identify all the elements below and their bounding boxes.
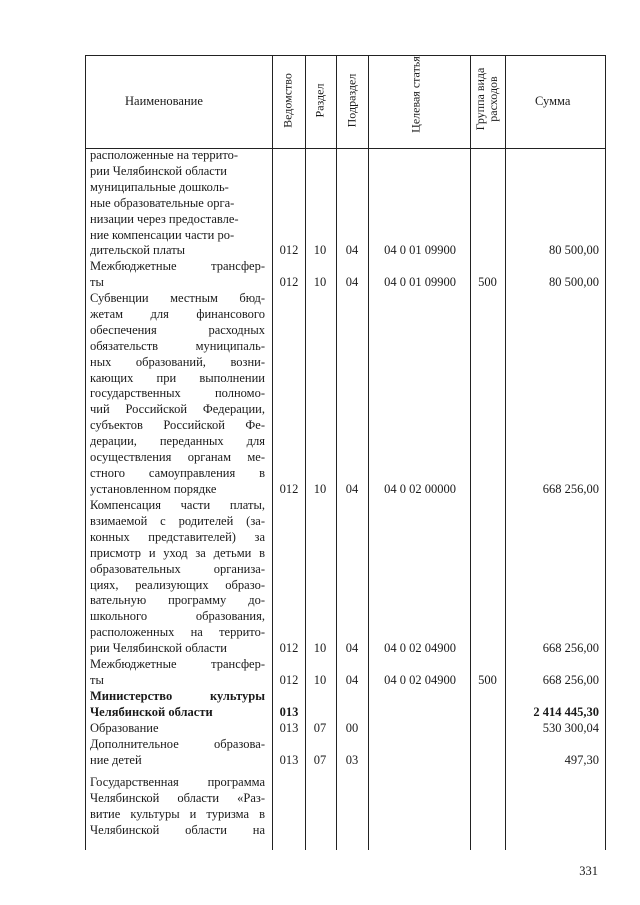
row-summa: 668 256,00 [542, 641, 599, 655]
row-ved: 012 [279, 482, 299, 496]
row-celevaya: 04 0 01 09900 [384, 243, 456, 257]
row-summa: 80 500,00 [549, 243, 599, 257]
row-summa: 668 256,00 [542, 482, 599, 496]
row-podrazdel: 04 [345, 673, 359, 687]
row-podrazdel: 04 [345, 641, 359, 655]
row-gruppa: 500 [478, 275, 497, 289]
row-razdel: 10 [313, 673, 327, 687]
row-summa: 80 500,00 [549, 275, 599, 289]
header-podrazdel: Подраздел [344, 73, 359, 128]
row-name: Образование [90, 721, 159, 735]
row-ved: 012 [279, 641, 299, 655]
row-podrazdel: 04 [345, 243, 359, 257]
row-name: Межбюджетные трансфер- ты [90, 657, 265, 687]
row-ved: 012 [279, 243, 299, 257]
table-top-border [85, 55, 605, 56]
row-gruppa: 500 [478, 673, 497, 687]
row-celevaya: 04 0 02 00000 [384, 482, 456, 496]
row-name: расположенные на террито- рии Челябинской области муниципальные дошколь- ные образовательные орга- низации через предоставле- ние компенсации части ро- дительской платы [90, 148, 239, 258]
row-razdel: 10 [313, 641, 327, 655]
page-number: 331 [579, 864, 598, 878]
header-celevaya: Целевая статья [408, 56, 423, 133]
header-name: Наименование [125, 94, 203, 108]
row-ved: 012 [279, 275, 299, 289]
row-name: Компенсация части платы, взимаемой с родителей (за- конных представителей) за присмотр и уход за детьми в образовательных организа- циях, реализующих образо- вательную программу до- школьного образования, расположенных на террито- рии Челябинской области [90, 498, 265, 656]
row-celevaya: 04 0 02 04900 [384, 641, 456, 655]
header-summa: Сумма [535, 94, 571, 108]
row-summa: 497,30 [564, 753, 599, 767]
row-ved: 013 [279, 721, 299, 735]
row-summa: 668 256,00 [542, 673, 599, 687]
header-gruppa: Группа вида расходов [473, 67, 500, 131]
header-razdel: Раздел [312, 83, 327, 118]
row-name: Государственная программа Челябинской области «Раз- витие культуры и туризма в Челябинской области на [90, 775, 265, 837]
row-name-ministry: Министерство культуры Челябинской области [90, 689, 265, 719]
row-celevaya: 04 0 01 09900 [384, 275, 456, 289]
row-name: Межбюджетные трансфер- ты [90, 259, 265, 289]
column-border [85, 55, 86, 850]
column-border [272, 55, 273, 850]
column-border [368, 55, 369, 850]
row-ved: 012 [279, 673, 299, 687]
row-podrazdel: 04 [345, 275, 359, 289]
column-border [470, 55, 471, 850]
row-podrazdel: 00 [345, 721, 359, 735]
row-razdel: 07 [313, 753, 327, 767]
row-ved: 013 [279, 705, 299, 719]
header-ved: Ведомство [280, 73, 295, 128]
row-razdel: 10 [313, 243, 327, 257]
row-razdel: 07 [313, 721, 327, 735]
row-podrazdel: 04 [345, 482, 359, 496]
column-border [605, 55, 606, 850]
row-name: Дополнительное образова- ние детей [90, 737, 265, 767]
row-summa: 530 300,04 [542, 721, 599, 735]
row-razdel: 10 [313, 482, 327, 496]
row-summa: 2 414 445,30 [533, 705, 599, 719]
row-ved: 013 [279, 753, 299, 767]
row-razdel: 10 [313, 275, 327, 289]
row-name: Субвенции местным бюд- жетам для финансового обеспечения расходных обязательств муниципаль- ных образований, возни- кающих при выполнении государственных полномо- чий Российской Федерации, субъектов Российской Фе- дерации, переданных для осуществления органам ме- стного самоуправления в установленном порядке [90, 291, 265, 496]
row-celevaya: 04 0 02 04900 [384, 673, 456, 687]
row-podrazdel: 03 [345, 753, 359, 767]
